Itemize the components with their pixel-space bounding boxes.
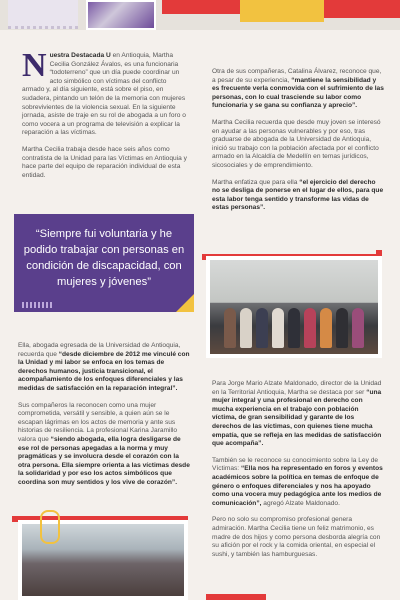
highlight-quote: “siendo abogada, ella logra desligarse de ese rol de personas apegadas a la norma y muy pragmáticas y se involucra desde el corazón con la otra persona. Ella siempre orienta a las víctimas desde la solidaridad y por eso los actos simbólicos que coordina son muy sentidos y los vive de corazón”.	[18, 435, 190, 486]
top-photo	[86, 0, 156, 30]
bottom-red-accent	[206, 594, 266, 600]
paragraph-text: También se le reconoce su conocimiento sobre la Ley de Víctimas:	[212, 456, 379, 473]
paragraph	[18, 342, 192, 394]
paragraph-text: Martha enfatiza que para ella	[212, 178, 298, 186]
highlight-quote: “una mujer integral y una profesional en derecho con mucha experiencia en el trabajo con población víctima, de gran sensibilidad y garante de los derechos de las víctimas, con quienes tiene mucha empatía, que se refleja en las medidas de satisfacción que acompaña”.	[212, 388, 382, 448]
paragraph: Pero no solo su compromiso profesional genera admiración. Martha Cecilia tiene un feliz matrimonio, es madre de dos hijos y como persona desborda alegría con su afición por el rock y la comida oriental, en especial el sushi, y también las hamburguesas.	[212, 516, 381, 558]
top-yellow-band	[240, 0, 324, 22]
paragraph	[212, 380, 384, 449]
pull-quote-text: “Siempre fui voluntaria y he podido trabajar con personas en condición de discapacidad, con mujeres y jóvenes”	[23, 228, 185, 288]
highlight-quote: “el ejercicio del derecho no se desliga de ponerse en el lugar de ellos, para que esta labor tenga sentido y transforme las vidas de estas personas”.	[212, 178, 384, 212]
quote-stripes-decoration	[22, 302, 52, 308]
highlight-quote: “Ella nos ha representado en foros y eventos académicos sobre la política en temas de enfoque de género o enfoques diferenciales y nos ha apoyado como una vocera muy pedagógica ante los medios de comunicación”,	[212, 465, 383, 507]
highlight-quote: “mantiene la sensibilidad y es frecuente verla conmovida con el sufrimiento de las personas, con lo cual trasciende su labor como funcionaria y se gana su confianza y aprecio”.	[212, 76, 384, 110]
column-left-bottom	[18, 342, 192, 496]
paragraph-text: Ella, abogada egresada de la Universidad de Antioquia, recuerda que	[18, 342, 181, 358]
paragraph: Martha Cecilia trabaja desde hace seis años como contratista de la Unidad para las Víctimas en Antioquia y hace parte del equipo de reparación individual de esta entidad.	[22, 145, 187, 179]
stamp-decoration	[8, 0, 78, 29]
column-right-bottom	[212, 380, 384, 567]
paragraph-text: en Antioquia, Martha Cecilia González Ávalos, es una funcionaria “todoterreno” que un día puede coordinar un acto simbólico con víctimas del conflicto armado y, al día siguiente, está sobre el piso, en sudadera, pintando un telón de la memoria con mujeres sobrevivientes de la violencia sexual. En la siguiente jornada, asiste de traje en su rol de abogada a un foro o como vocera a un programa de televisión a explicar la reparación a las víctimas.	[22, 52, 186, 137]
paragraph	[18, 402, 192, 488]
drop-cap: N	[22, 47, 47, 84]
paragraph-text: agregó Alzate Maldonado.	[261, 499, 340, 507]
paragraph: Martha Cecilia recuerda que desde muy joven se interesó en ayudar a las personas vulnerables y por eso, tras graduarse de abogada de la Universidad de Antioquia, inició su trabajo con la población afectada por el conflicto armado en la Alcaldía de Medellín en temas jurídicos, sicosociales y de emprendimiento.	[212, 118, 381, 169]
column-left-top	[22, 47, 190, 188]
paragraph	[212, 68, 384, 111]
paragraph-text: Otra de sus compañeras, Catalina Álvarez, reconoce que, a pesar de su experiencia,	[212, 68, 382, 84]
paragraph	[212, 179, 384, 213]
paperclip-decoration	[40, 510, 60, 544]
intro-paragraph	[22, 47, 190, 138]
highlight-quote: “desde diciembre de 2012 me vinculé con la Unidad y mi labor se enfoca en los temas de derechos humanos, justicia transicional, el acompañamiento de los enfoques diferenciales y las medidas de satisfacción en la reparación integral”.	[18, 350, 190, 392]
top-red-band	[162, 0, 240, 14]
paragraph-text: Para Jorge Mario Alzate Maldonado, director de la Unidad en la Territorial Antioquia, Martha se destaca por ser	[212, 380, 382, 396]
highlight-text: uestra Destacada U	[49, 52, 111, 59]
top-red-band-right	[324, 0, 400, 18]
paragraph-text: Sus compañeros la reconocen como una mujer comprometida, versátil y sensible, a quien aún se le escapan lágrimas en los actos de memoria y ante sus historias de resiliencia. La profesional Karina Jaramillo valora que	[18, 401, 178, 443]
paragraph	[212, 457, 384, 509]
quote-corner-decoration	[176, 294, 194, 312]
pull-quote-box	[14, 214, 194, 312]
column-right-top	[212, 68, 384, 221]
group-photo	[206, 256, 382, 358]
